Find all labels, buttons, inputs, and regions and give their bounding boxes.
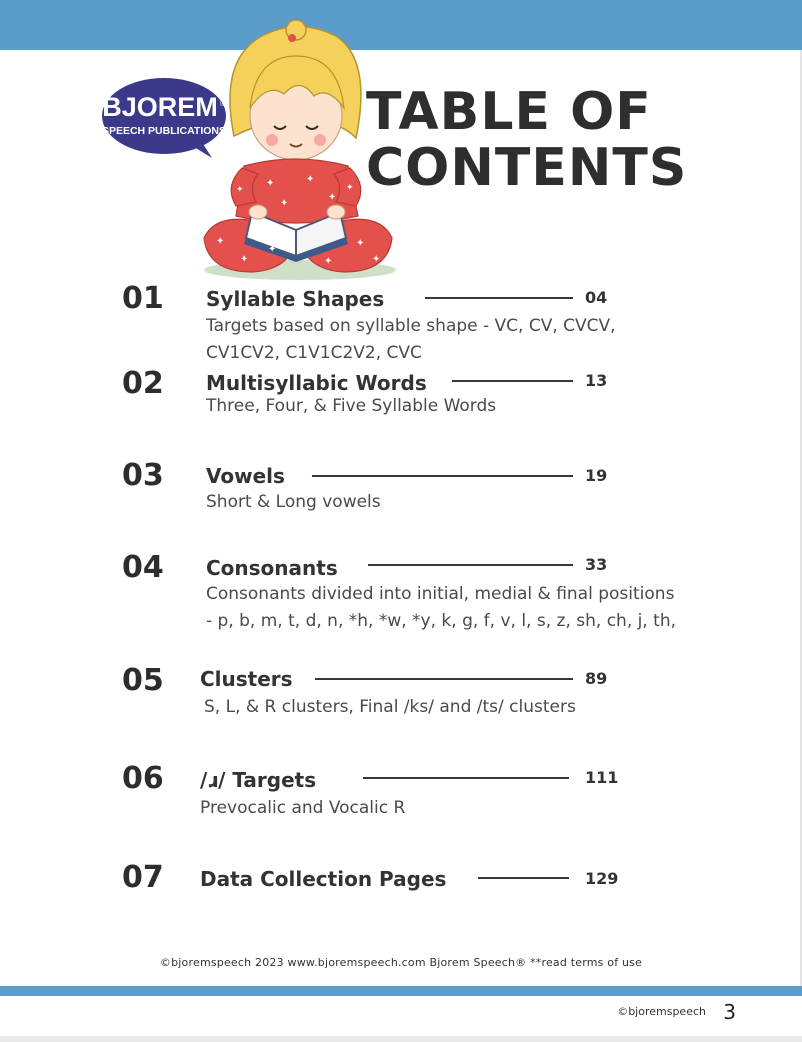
page-title-line-2: CONTENTS bbox=[366, 138, 688, 198]
toc-entry-description: Short & Long vowels bbox=[206, 492, 381, 512]
svg-text:✦: ✦ bbox=[306, 174, 315, 185]
page-title bbox=[366, 84, 687, 196]
toc-leader-line bbox=[452, 380, 573, 382]
page-bottom-edge bbox=[0, 1036, 802, 1042]
copyright-footer-note: ©bjoremspeech 2023 www.bjoremspeech.com Bjorem Speech® **read terms of use bbox=[159, 956, 643, 969]
page-footer-copyright: ©bjoremspeech bbox=[617, 1005, 706, 1018]
toc-entry-page[interactable]: 89 bbox=[585, 669, 608, 688]
hair-tie bbox=[288, 34, 296, 42]
logo-subtitle: SPEECH PUBLICATIONS bbox=[101, 125, 227, 137]
toc-entry-heading[interactable]: Consonants bbox=[206, 556, 338, 580]
toc-entry-number: 06 bbox=[122, 761, 164, 796]
toc-leader-line bbox=[312, 475, 573, 477]
toc-entry-number: 05 bbox=[122, 663, 164, 698]
toc-entry-page[interactable]: 33 bbox=[585, 555, 608, 574]
right-cheek bbox=[314, 134, 326, 146]
toc-entry-heading[interactable]: Syllable Shapes bbox=[206, 287, 385, 311]
toc-entry-description: Targets based on syllable shape - VC, CV, CVCV, CV1CV2, C1V1C2V2, CVC bbox=[206, 316, 616, 363]
toc-entry-description: S, L, & R clusters, Final /ks/ and /ts/ clusters bbox=[204, 697, 576, 717]
svg-text:✦: ✦ bbox=[346, 183, 354, 193]
toc-entry-page[interactable]: 04 bbox=[585, 288, 608, 307]
toc-entry-heading[interactable]: Clusters bbox=[200, 667, 293, 691]
svg-text:✦: ✦ bbox=[240, 254, 249, 265]
svg-text:✦: ✦ bbox=[266, 178, 275, 189]
toc-entry-heading[interactable]: Multisyllabic Words bbox=[206, 371, 427, 395]
toc-entry-heading[interactable]: Vowels bbox=[206, 464, 285, 488]
toc-leader-line bbox=[425, 297, 573, 299]
svg-text:✦: ✦ bbox=[236, 185, 244, 195]
toc-entry-description: Three, Four, & Five Syllable Words bbox=[206, 396, 497, 416]
toc-entry-page[interactable]: 129 bbox=[585, 869, 619, 888]
header-bar bbox=[0, 0, 802, 50]
svg-text:✦: ✦ bbox=[328, 192, 337, 203]
toc-entry-number: 01 bbox=[122, 281, 164, 316]
toc-leader-line bbox=[368, 564, 573, 566]
toc-entry-heading[interactable]: Data Collection Pages bbox=[200, 867, 447, 891]
logo-registered-mark: ® bbox=[220, 99, 226, 108]
svg-text:✦: ✦ bbox=[372, 254, 381, 265]
left-hand bbox=[249, 205, 267, 219]
svg-text:✦: ✦ bbox=[268, 244, 277, 255]
right-hand bbox=[327, 205, 345, 219]
left-cheek bbox=[266, 134, 278, 146]
svg-text:✦: ✦ bbox=[280, 198, 289, 209]
toc-leader-line bbox=[315, 678, 573, 680]
toc-entry-number: 07 bbox=[122, 860, 164, 895]
svg-text:✦: ✦ bbox=[324, 256, 333, 267]
toc-entry-number: 03 bbox=[122, 458, 164, 493]
page-title-line-1: TABLE OF bbox=[366, 82, 652, 142]
footer-bar bbox=[0, 986, 802, 996]
toc-leader-line bbox=[478, 877, 569, 879]
svg-text:✦: ✦ bbox=[216, 236, 225, 247]
toc-entry-number: 04 bbox=[122, 550, 164, 585]
toc-entry-number: 02 bbox=[122, 366, 164, 401]
logo-wordmark: BJOREM bbox=[102, 92, 218, 122]
toc-entry-description: Prevocalic and Vocalic R bbox=[200, 798, 406, 818]
svg-text:✦: ✦ bbox=[356, 238, 365, 249]
toc-entry-description: Consonants divided into initial, medial & final positions - p, b, m, t, d, n, *h, *w, *y, k, g, f, v, l, s, z, sh, ch, j, th, bbox=[206, 584, 676, 631]
toc-entry-page[interactable]: 13 bbox=[585, 371, 608, 390]
toc-entry-heading[interactable]: /ɹ/ Targets bbox=[200, 768, 317, 792]
toc-entry-page[interactable]: 111 bbox=[585, 768, 619, 787]
toc-entry-page[interactable]: 19 bbox=[585, 466, 608, 485]
page-number: 3 bbox=[723, 1000, 736, 1024]
toc-leader-line bbox=[363, 777, 569, 779]
